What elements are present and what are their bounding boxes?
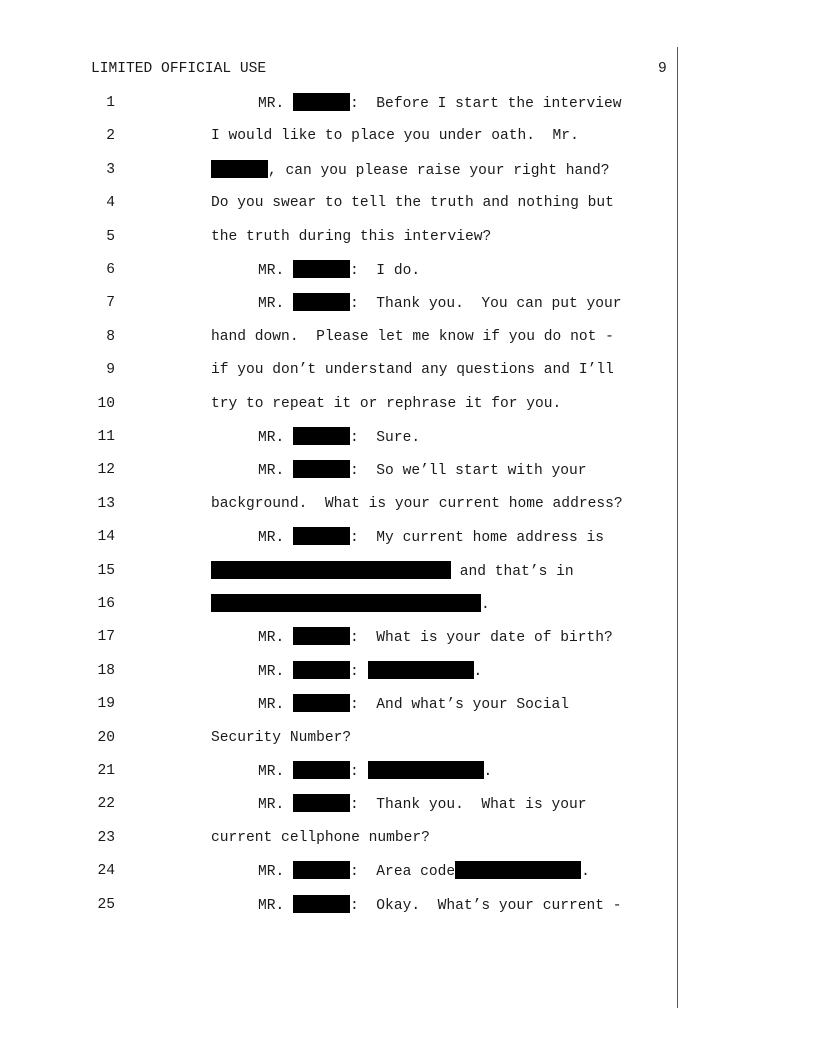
redaction-block [293, 661, 350, 679]
text-segment: . [483, 764, 493, 780]
text-segment: : Okay. What’s your current - [350, 897, 622, 914]
line-number: 8 [106, 328, 115, 345]
transcript-line [0, 561, 816, 581]
text-segment: . [581, 864, 590, 881]
redaction-block [293, 761, 350, 779]
line-number: 3 [106, 161, 115, 178]
transcript-line [0, 494, 816, 514]
line-number: 19 [97, 696, 115, 713]
line-number: 4 [106, 195, 115, 212]
line-text [258, 627, 613, 648]
text-segment: MR. [258, 797, 294, 814]
text-segment: background. What is your current home address? [211, 495, 623, 512]
line-text [211, 828, 430, 848]
transcript-line [0, 895, 816, 915]
text-segment: MR. [258, 764, 294, 780]
line-number: 12 [97, 462, 115, 479]
line-number: 21 [97, 763, 115, 779]
transcript-line [0, 661, 816, 681]
transcript-line [0, 594, 816, 614]
text-segment: , can you please raise your right hand? [268, 162, 610, 179]
text-segment: MR. [258, 430, 294, 446]
line-number: 13 [97, 495, 115, 512]
text-segment: I would like to place you under oath. Mr. [211, 128, 579, 145]
line-number: 16 [97, 596, 115, 612]
text-segment: . [473, 663, 483, 680]
line-number: 23 [97, 829, 115, 846]
line-text [211, 327, 614, 347]
transcript-line [0, 193, 816, 213]
transcript-line [0, 394, 816, 414]
line-text [258, 761, 492, 782]
text-segment: : Sure. [350, 430, 421, 446]
line-number: 17 [97, 629, 115, 646]
text-segment: current cellphone number? [211, 829, 430, 846]
line-number: 14 [97, 529, 115, 546]
line-text [211, 126, 579, 146]
line-text [211, 394, 561, 414]
text-segment: : [350, 764, 368, 780]
transcript-line [0, 327, 816, 347]
line-text [211, 360, 614, 380]
text-segment: MR. [258, 263, 294, 279]
transcript-line [0, 460, 816, 480]
text-segment: : Area code [350, 864, 456, 881]
transcript-line [0, 861, 816, 881]
line-text [211, 494, 623, 514]
classification-marking: LIMITED OFFICIAL USE [91, 61, 267, 77]
line-number: 11 [97, 429, 115, 445]
text-segment: MR. [258, 296, 294, 313]
line-text [258, 794, 587, 815]
line-text [211, 728, 351, 748]
text-segment: : So we’ll start with your [350, 463, 587, 480]
line-text [258, 260, 420, 281]
redaction-block [211, 160, 268, 178]
transcript-line [0, 160, 816, 180]
transcript-line [0, 794, 816, 814]
redaction-block [293, 93, 350, 111]
redaction-block [293, 527, 350, 545]
line-number: 2 [106, 128, 115, 145]
page-number: 9 [658, 61, 667, 77]
text-segment: : [350, 663, 368, 680]
line-text [258, 895, 622, 916]
redaction-block [293, 427, 350, 445]
text-segment: if you don’t understand any questions and I’ll [211, 362, 614, 379]
transcript-line [0, 627, 816, 647]
redaction-block [293, 293, 350, 311]
redaction-block [211, 594, 481, 612]
redaction-block [368, 661, 474, 679]
text-segment: Security Number? [211, 729, 352, 746]
transcript-line [0, 828, 816, 848]
transcript-line [0, 360, 816, 380]
text-segment: : I do. [350, 263, 421, 279]
line-number: 18 [97, 662, 115, 679]
text-segment: MR. [258, 96, 294, 112]
text-segment: MR. [258, 864, 294, 881]
line-number: 24 [97, 863, 115, 880]
text-segment: . [481, 597, 490, 613]
transcript-line [0, 293, 816, 313]
text-segment: MR. [258, 530, 294, 547]
transcript-line [0, 761, 816, 781]
line-text [258, 661, 482, 682]
text-segment: MR. [258, 697, 294, 714]
line-number: 9 [106, 362, 115, 379]
text-segment: MR. [258, 897, 294, 914]
redaction-block [293, 260, 350, 278]
line-number: 6 [106, 262, 115, 278]
redaction-block [368, 761, 484, 779]
transcript-line [0, 694, 816, 714]
redaction-block [293, 694, 350, 712]
line-number: 20 [97, 729, 115, 746]
transcript-line [0, 527, 816, 547]
line-number: 10 [97, 395, 115, 412]
redaction-block [293, 895, 350, 913]
line-text [211, 160, 610, 181]
text-segment: MR. [258, 663, 294, 680]
text-segment: : And what’s your Social [350, 697, 569, 714]
text-segment: Do you swear to tell the truth and nothing but [211, 195, 614, 212]
line-text [211, 227, 491, 247]
text-segment: : Thank you. What is your [350, 797, 587, 814]
redaction-block [293, 460, 350, 478]
line-text [258, 527, 604, 548]
line-number: 5 [106, 228, 115, 245]
text-segment: : Before I start the interview [350, 96, 622, 112]
redaction-block [211, 561, 451, 579]
text-segment: MR. [258, 463, 294, 480]
line-text [211, 193, 614, 213]
redaction-block [293, 794, 350, 812]
line-text [258, 93, 622, 114]
transcript-line [0, 93, 816, 113]
text-segment: and that’s in [451, 563, 574, 580]
transcript-line [0, 227, 816, 247]
line-number: 22 [97, 796, 115, 813]
line-number: 7 [106, 295, 115, 312]
transcript-line [0, 260, 816, 280]
transcript-line [0, 126, 816, 146]
transcript-line [0, 427, 816, 447]
text-segment: try to repeat it or rephrase it for you. [211, 395, 562, 412]
line-text [258, 427, 420, 448]
line-text [258, 694, 569, 715]
line-text [258, 861, 590, 882]
text-segment: : Thank you. You can put your [350, 296, 622, 313]
redaction-block [293, 861, 350, 879]
text-segment: MR. [258, 630, 294, 647]
transcript-line [0, 728, 816, 748]
line-text [211, 594, 490, 615]
line-number: 25 [97, 896, 115, 913]
line-text [211, 561, 574, 582]
text-segment: hand down. Please let me know if you do not - [211, 328, 614, 345]
line-number: 1 [106, 95, 115, 111]
line-number: 15 [97, 562, 115, 579]
text-segment: : What is your date of birth? [350, 630, 613, 647]
text-segment: : My current home address is [350, 530, 605, 547]
redaction-block [455, 861, 581, 879]
redaction-block [293, 627, 350, 645]
text-segment: the truth during this interview? [211, 228, 492, 245]
line-text [258, 460, 587, 481]
line-text [258, 293, 622, 314]
